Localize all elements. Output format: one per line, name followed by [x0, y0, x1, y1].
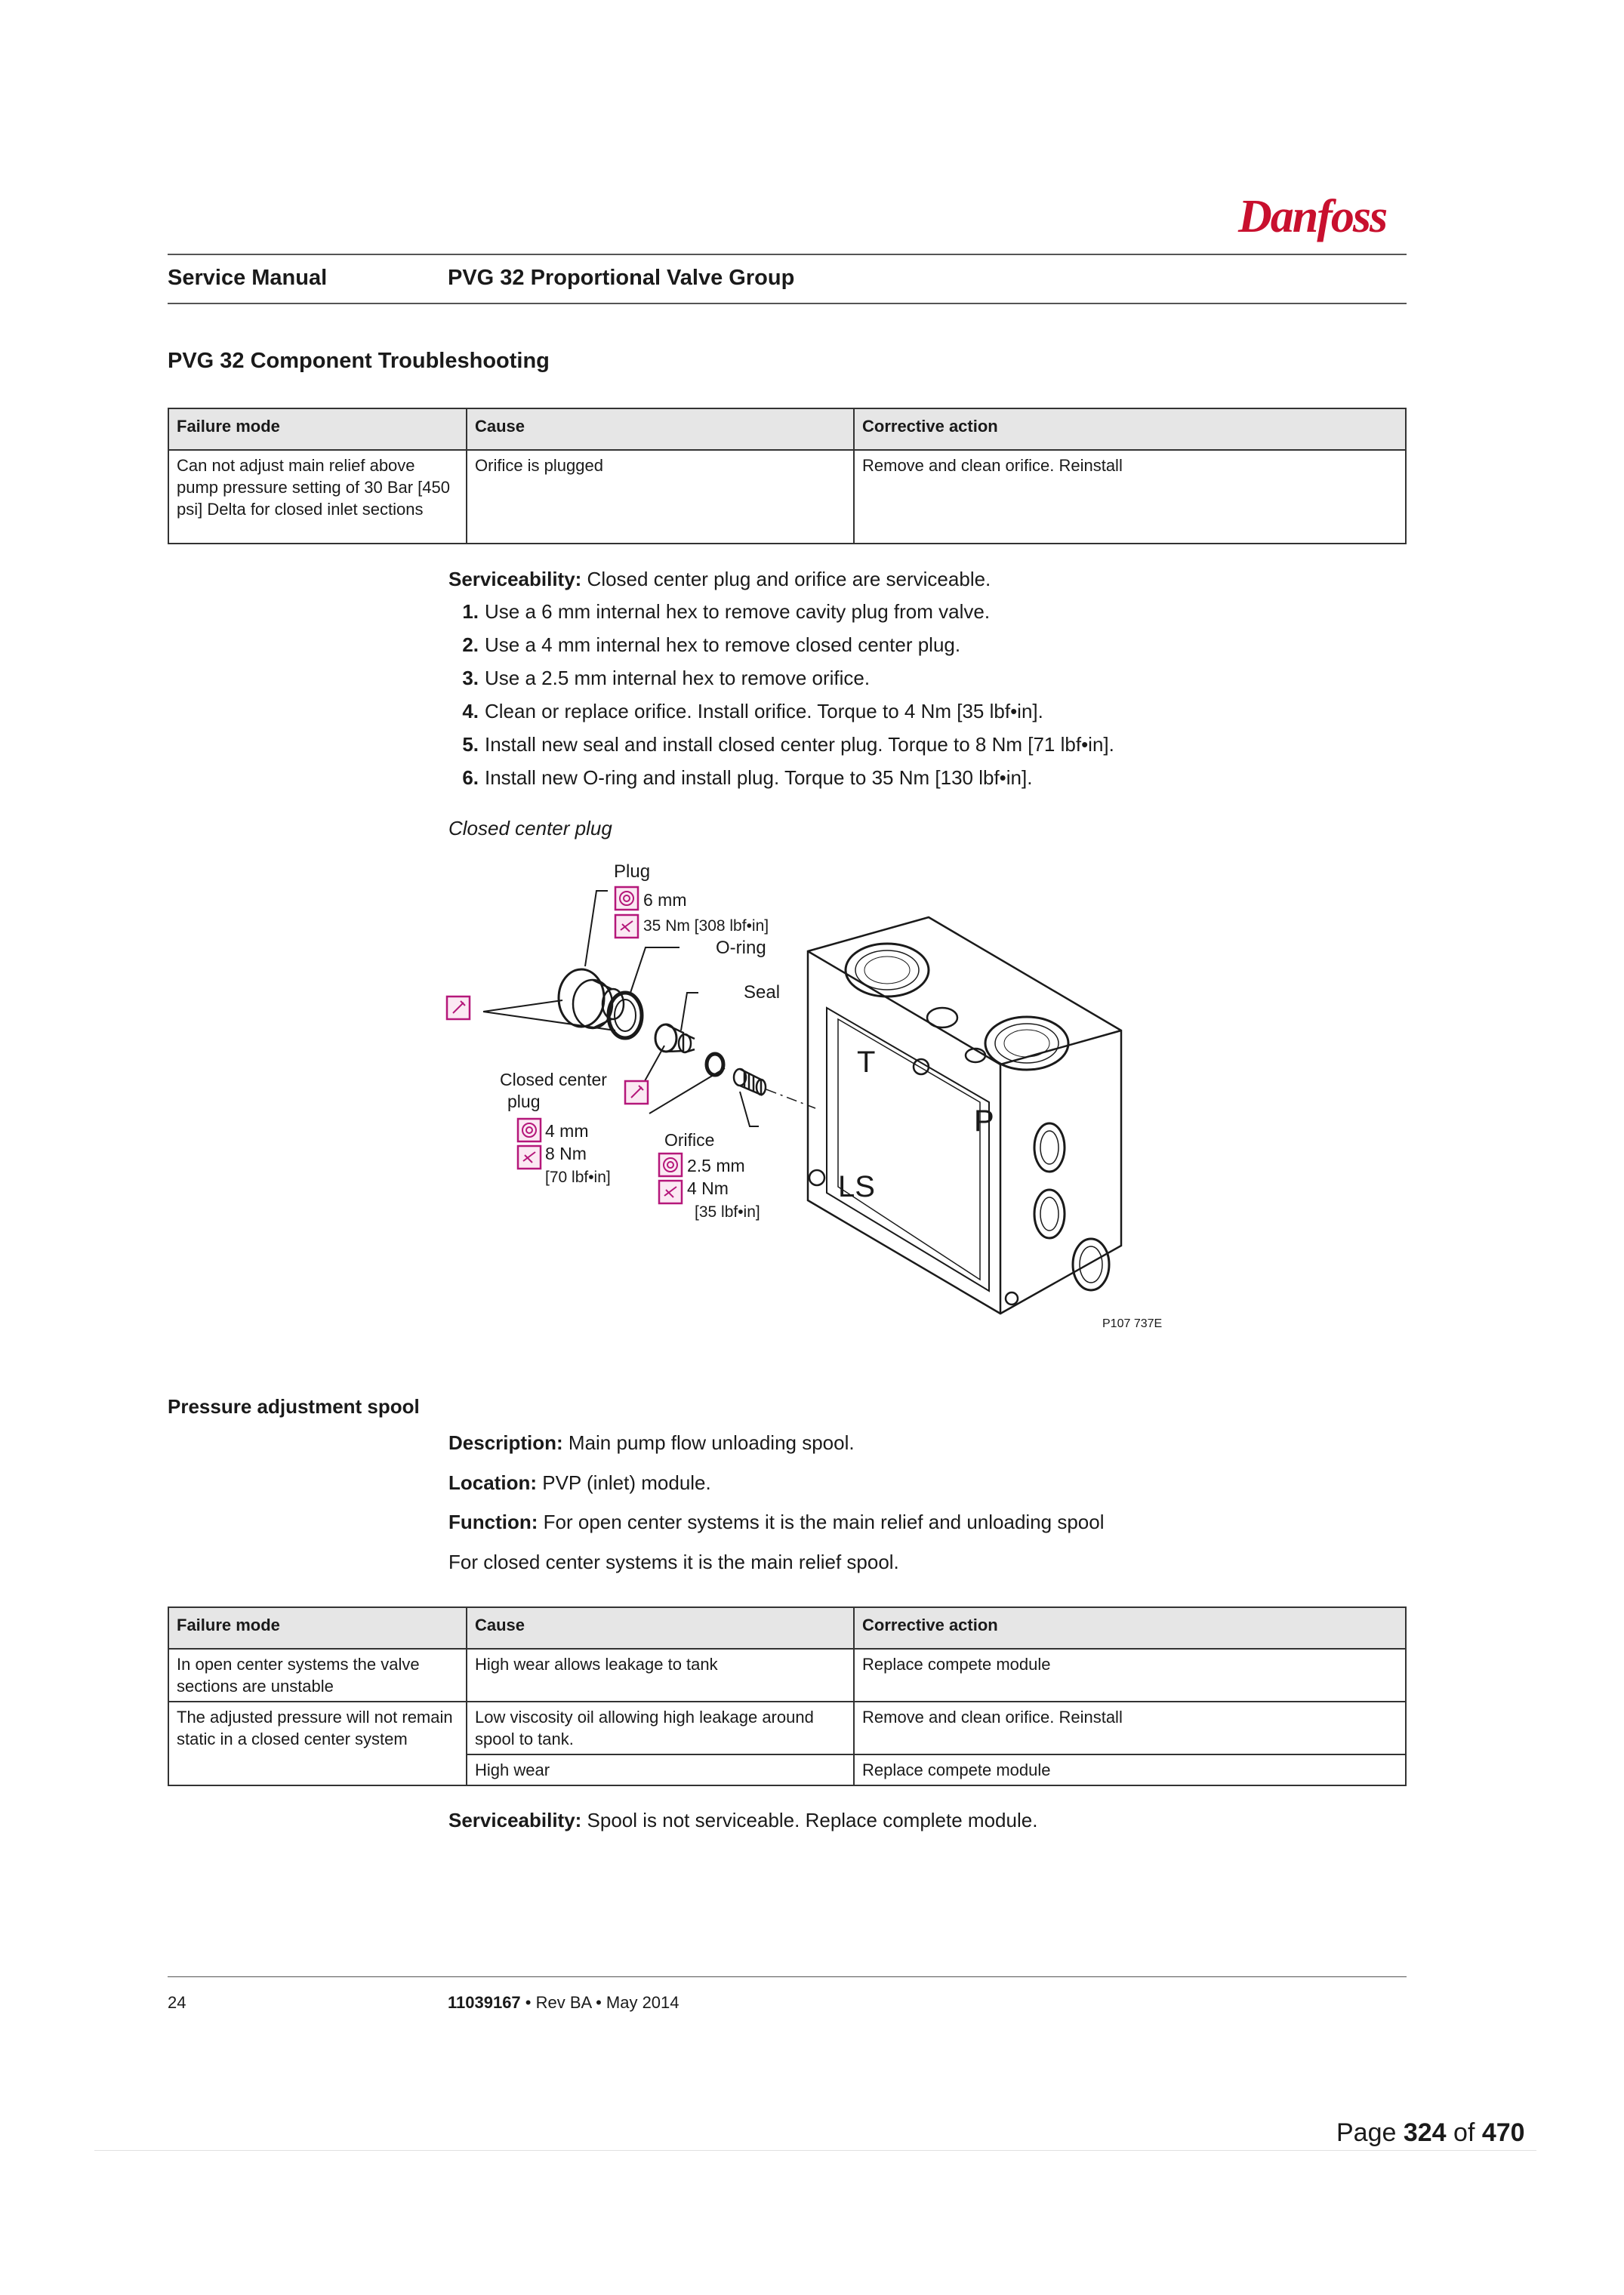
- footer-doc-number: 11039167: [448, 1993, 521, 2012]
- serviceability-label: Serviceability:: [448, 1809, 582, 1831]
- label-ccp-hex: 4 mm: [545, 1121, 589, 1141]
- cell-corrective-action: Remove and clean orifice. Reinstall: [854, 1702, 1406, 1754]
- cell-corrective-action: Replace compete module: [854, 1649, 1406, 1702]
- label-ccp-torque-imperial: [70 lbf•in]: [545, 1169, 611, 1186]
- cell-cause: Orifice is plugged: [467, 450, 854, 544]
- cell-corrective-action: Remove and clean orifice. Reinstall: [854, 450, 1406, 544]
- step-number: 1.: [462, 600, 479, 623]
- orifice-part: [734, 1069, 766, 1095]
- step-number: 2.: [462, 633, 479, 656]
- valve-body-outline: [808, 917, 1121, 1314]
- function-text: For open center systems it is the main relief and unloading spool: [538, 1511, 1105, 1533]
- table-row: [168, 450, 1406, 544]
- step-number: 4.: [462, 700, 479, 722]
- step-text: Use a 4 mm internal hex to remove closed center plug.: [485, 633, 961, 656]
- cell-cause: Low viscosity oil allowing high leakage around spool to tank.: [467, 1702, 854, 1754]
- footer-page-number: 24: [168, 1993, 186, 2012]
- page-counter-total: 470: [1481, 2118, 1525, 2147]
- bottom-divider: [94, 2150, 1536, 2151]
- seal-part: [707, 1054, 723, 1075]
- step-text: Install new O-ring and install plug. Torque to 35 Nm [130 lbf•in].: [485, 766, 1033, 789]
- header-top-rule: [168, 254, 1407, 255]
- header-failure-mode: Failure mode: [168, 1607, 467, 1649]
- cell-cause: High wear allows leakage to tank: [467, 1649, 854, 1702]
- port-label-p: P: [974, 1104, 994, 1138]
- location-line: [448, 1471, 711, 1495]
- label-plug: Plug: [614, 861, 651, 882]
- step-number: 5.: [462, 733, 479, 756]
- footer-revision: • Rev BA • May 2014: [520, 1993, 679, 2012]
- serviceability-note-2: [448, 1809, 1037, 1832]
- table-header-row: [168, 1607, 1406, 1649]
- list-item: [448, 728, 1114, 761]
- port-label-t: T: [857, 1046, 876, 1079]
- step-text: Clean or replace orifice. Install orifice. Torque to 4 Nm [35 lbf•in].: [485, 700, 1043, 722]
- step-text: Use a 6 mm internal hex to remove cavity plug from valve.: [485, 600, 991, 623]
- troubleshooting-table-spool: [168, 1606, 1407, 1786]
- table-row: [168, 1702, 1406, 1754]
- function-label: Function:: [448, 1511, 538, 1533]
- description-text: Main pump flow unloading spool.: [562, 1431, 855, 1454]
- page-counter: [1336, 2118, 1525, 2148]
- step-text: Install new seal and install closed center plug. Torque to 8 Nm [71 lbf•in].: [485, 733, 1114, 756]
- location-label: Location:: [448, 1471, 537, 1494]
- page-counter-current: 324: [1403, 2118, 1447, 2147]
- danfoss-logo: Danfoss: [1238, 191, 1387, 242]
- troubleshooting-table-orifice: [168, 408, 1407, 544]
- header-bottom-rule: [168, 303, 1407, 304]
- cell-failure-mode: The adjusted pressure will not remain static in a closed center system: [168, 1702, 467, 1785]
- page-counter-prefix: Page: [1336, 2118, 1404, 2147]
- hex-key-icon: [615, 887, 638, 910]
- cell-failure-mode: In open center systems the valve sections are unstable: [168, 1649, 467, 1702]
- label-closed-center-plug: Closed center: [500, 1070, 607, 1089]
- header-manual-label: Service Manual: [168, 266, 328, 290]
- step-text: Use a 2.5 mm internal hex to remove orifice.: [485, 667, 871, 689]
- serviceability-note: [448, 568, 991, 591]
- list-item: [448, 761, 1114, 794]
- header-corrective-action: Corrective action: [854, 1607, 1406, 1649]
- label-orifice-hex: 2.5 mm: [687, 1156, 745, 1175]
- label-orifice: Orifice: [664, 1130, 715, 1150]
- label-seal: Seal: [744, 982, 781, 1003]
- label-plug-torque: 35 Nm [308 lbf•in]: [643, 917, 769, 935]
- description-label: Description:: [448, 1431, 563, 1454]
- description-line: [448, 1431, 855, 1455]
- location-text: PVP (inlet) module.: [537, 1471, 711, 1494]
- cell-cause: High wear: [467, 1754, 854, 1785]
- footer-document-info: [448, 1993, 679, 2013]
- serviceability-label: Serviceability:: [448, 568, 582, 590]
- header-corrective-action: Corrective action: [854, 408, 1406, 450]
- label-ccp-torque: 8 Nm: [545, 1144, 587, 1163]
- header-cause: Cause: [467, 1607, 854, 1649]
- hex-key-icon: [659, 1154, 682, 1176]
- figure-code: P107 737E: [1102, 1317, 1163, 1330]
- label-plug-hex: 6 mm: [643, 890, 687, 910]
- port-label-ls: LS: [838, 1170, 875, 1203]
- header-failure-mode: Failure mode: [168, 408, 467, 450]
- label-orifice-torque-imperial: [35 lbf•in]: [695, 1203, 760, 1221]
- serviceability-text: Spool is not serviceable. Replace complete module.: [581, 1809, 1038, 1831]
- header-document-title: PVG 32 Proportional Valve Group: [448, 266, 795, 290]
- list-item: [448, 695, 1114, 728]
- label-orifice-torque: 4 Nm: [687, 1178, 729, 1198]
- table-header-row: [168, 408, 1406, 450]
- figure-caption: Closed center plug: [448, 817, 612, 839]
- list-item: [448, 661, 1114, 695]
- table-row: [168, 1649, 1406, 1702]
- header-cause: Cause: [467, 408, 854, 450]
- cell-failure-mode: Can not adjust main relief above pump pressure setting of 30 Bar [450 psi] Delta for closed inlet sections: [168, 450, 467, 544]
- section-title: PVG 32 Component Troubleshooting: [168, 349, 550, 373]
- step-number: 3.: [462, 667, 479, 689]
- step-number: 6.: [462, 766, 479, 789]
- hex-key-icon: [518, 1119, 541, 1141]
- subsection-title: Pressure adjustment spool: [168, 1395, 420, 1418]
- closed-center-plug-diagram: [438, 846, 1193, 1344]
- footer-rule: [168, 1976, 1407, 1977]
- cell-corrective-action: Replace compete module: [854, 1754, 1406, 1785]
- list-item: [448, 595, 1114, 628]
- closed-center-plug-part: [655, 1024, 695, 1052]
- function-line-2: For closed center systems it is the main relief spool.: [448, 1551, 899, 1573]
- label-closed-center-plug-2: plug: [507, 1092, 541, 1111]
- serviceability-text: Closed center plug and orifice are serviceable.: [581, 568, 991, 590]
- page-counter-separator: of: [1446, 2118, 1482, 2147]
- function-line: [448, 1511, 1105, 1534]
- service-steps-list: [448, 595, 1114, 794]
- list-item: [448, 628, 1114, 661]
- label-o-ring: O-ring: [716, 938, 766, 958]
